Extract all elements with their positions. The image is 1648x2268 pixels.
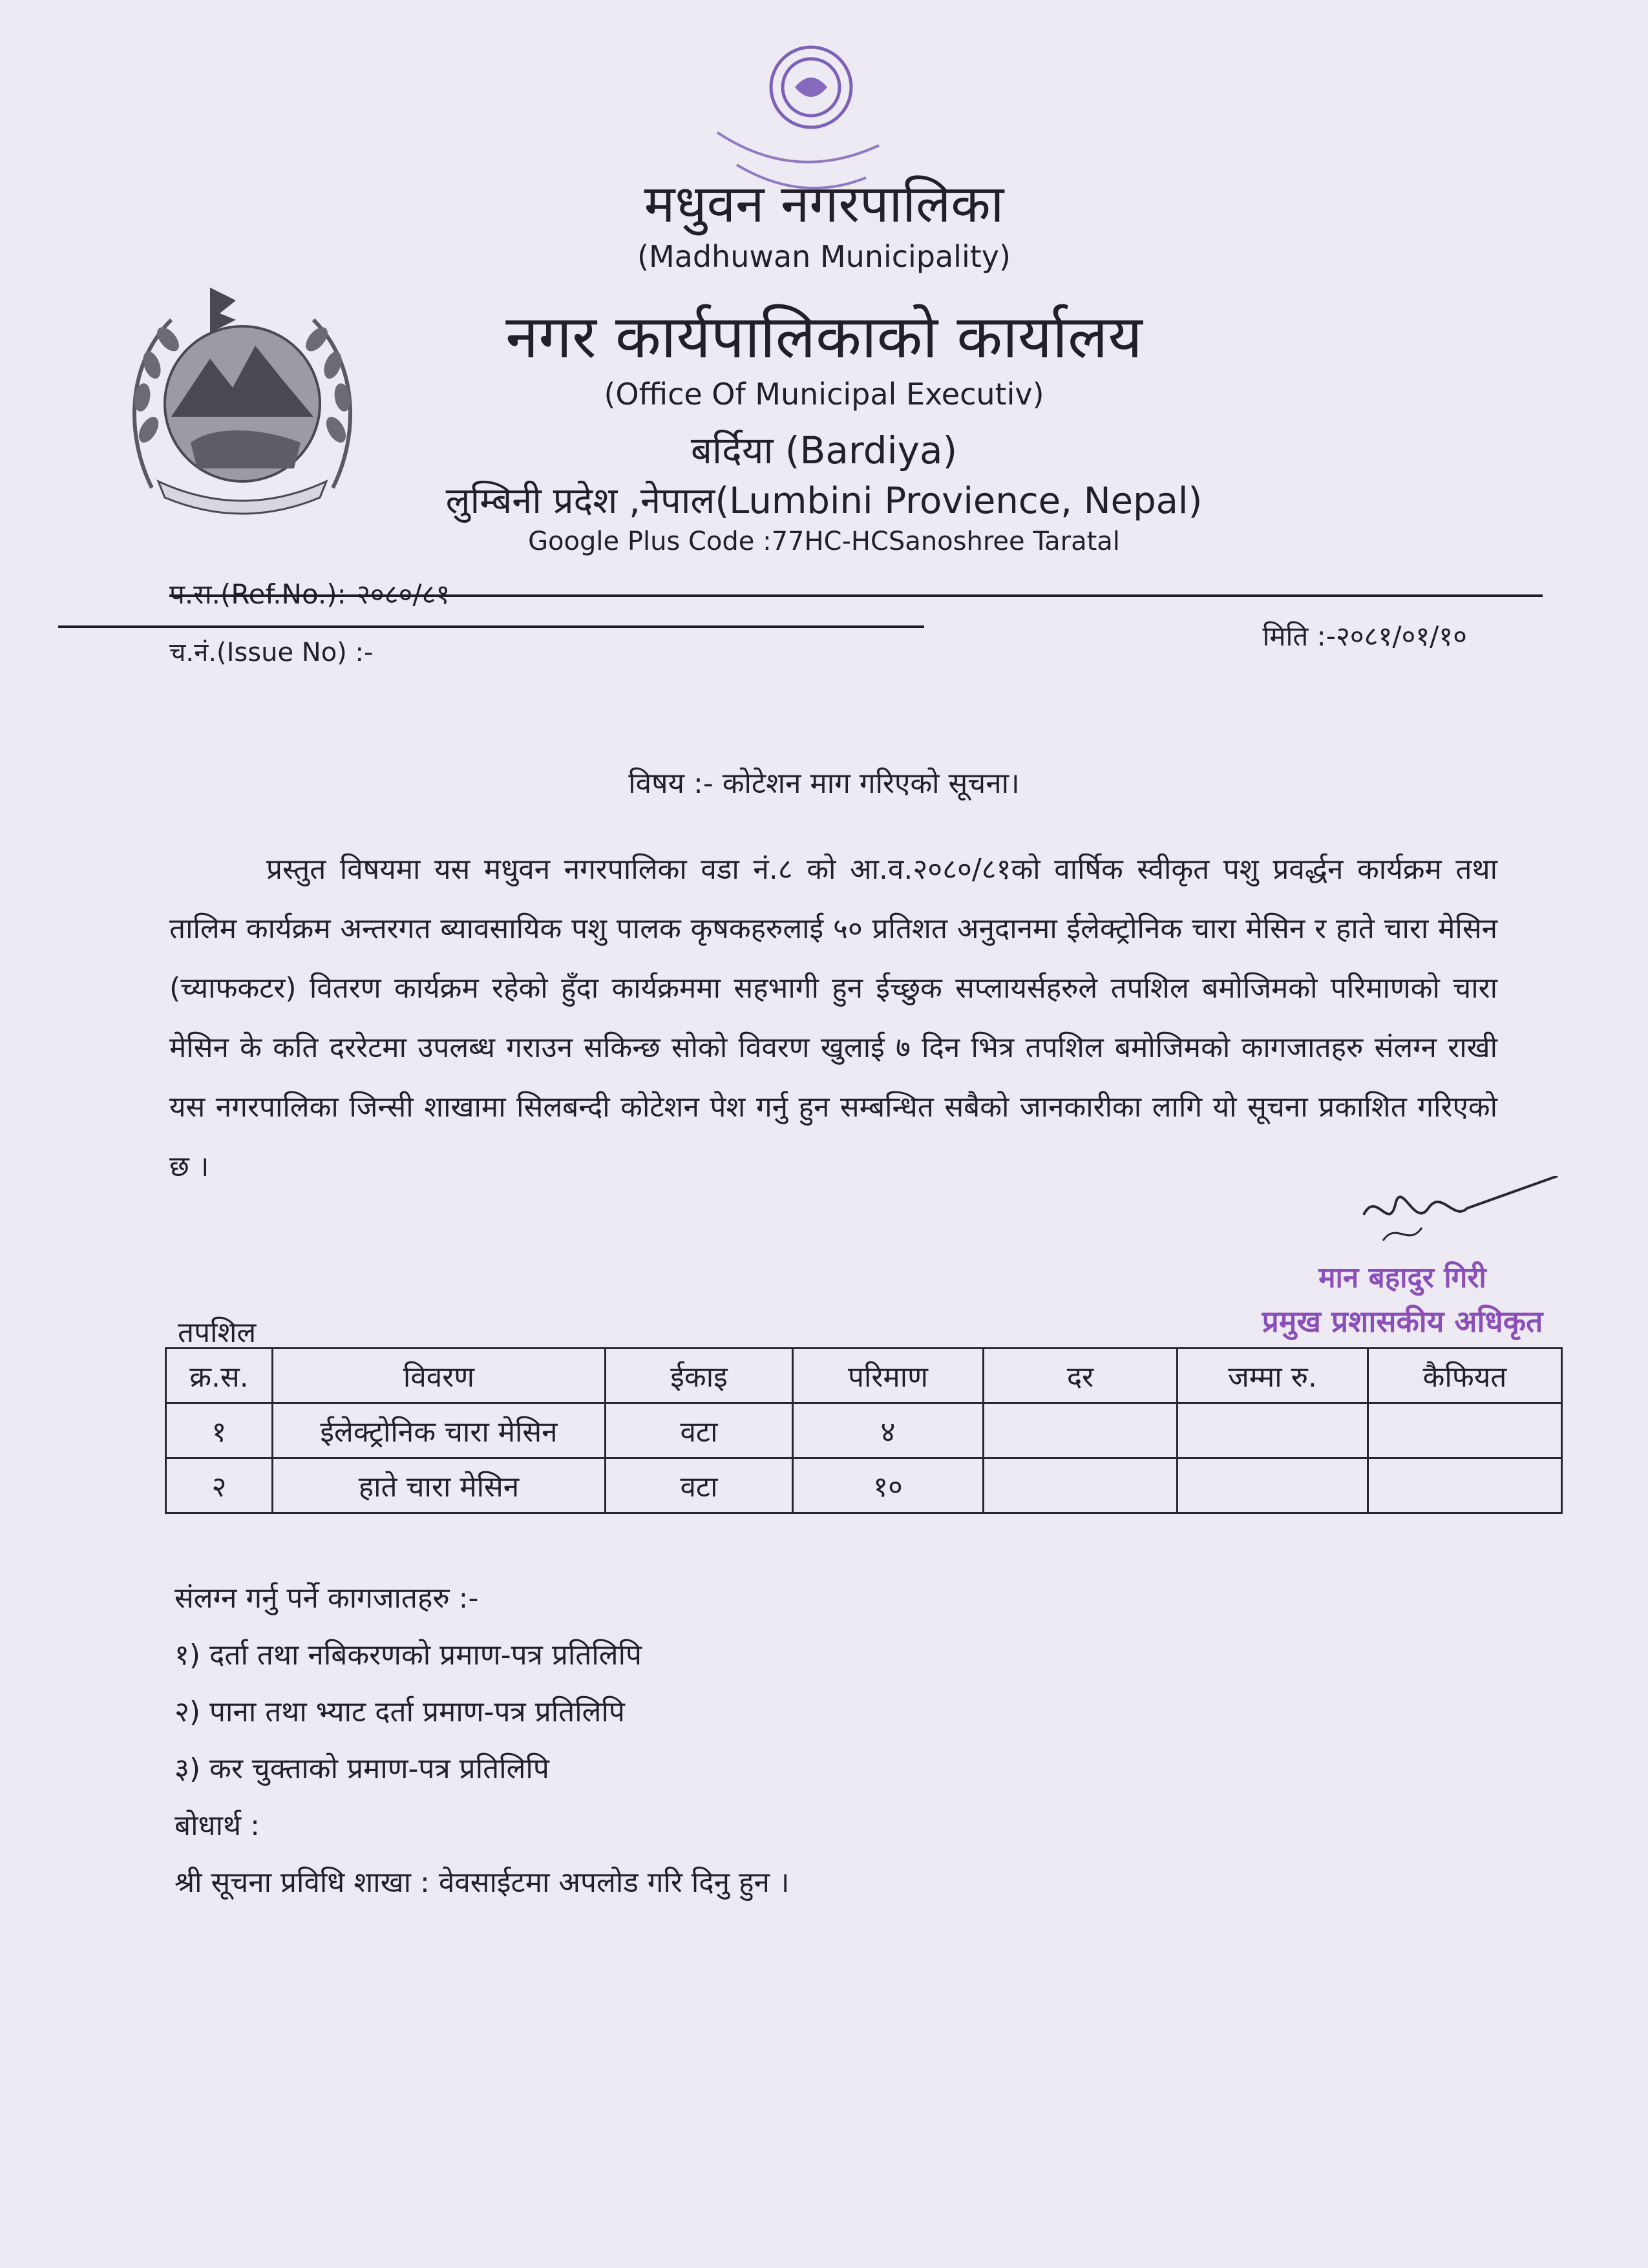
header-divider-left <box>58 625 924 628</box>
office-name-en: (Office Of Municipal Executiv) <box>604 377 1044 412</box>
header-remarks: कैफियत <box>1368 1349 1562 1403</box>
cell-quantity: ४ <box>793 1403 984 1458</box>
header-rate: दर <box>984 1349 1178 1403</box>
signatory-block <box>1202 1257 1603 1341</box>
office-name-np: नगर कार्यपालिकाको कार्यालय <box>505 302 1143 372</box>
signatory-title: प्रमुख प्रशासकीय अधिकृत <box>1262 1304 1543 1339</box>
reference-number: प.स.(Ref.No.):-२०८०/८१ <box>169 578 450 610</box>
cell-remarks <box>1368 1458 1562 1513</box>
table-header-row <box>166 1349 1562 1403</box>
header-serial: क्र.स. <box>166 1349 273 1403</box>
signature-icon <box>1357 1176 1564 1266</box>
issue-number: च.नं.(Issue No) :- <box>169 638 374 667</box>
cell-description: ईलेक्ट्रोनिक चारा मेसिन <box>273 1403 606 1458</box>
cc-label: बोधार्थ : <box>174 1809 260 1842</box>
table-label: तपशिल <box>178 1316 257 1349</box>
header-description: विवरण <box>273 1349 606 1403</box>
cell-description: हाते चारा मेसिन <box>273 1458 606 1513</box>
municipality-name-np: मधुवन नगरपालिका <box>644 174 1004 234</box>
cell-rate <box>984 1458 1178 1513</box>
required-documents <box>174 1570 790 1911</box>
header-divider <box>169 594 1543 597</box>
cell-total <box>1178 1403 1368 1458</box>
header-total: जम्मा रु. <box>1178 1349 1368 1403</box>
cell-unit: वटा <box>606 1403 793 1458</box>
letter-subject: विषय :- कोटेशन माग गरिएको सूचना। <box>628 767 1020 800</box>
cell-serial: २ <box>166 1458 273 1513</box>
cell-remarks <box>1368 1403 1562 1458</box>
cell-unit: वटा <box>606 1458 793 1513</box>
cell-quantity: १० <box>793 1458 984 1513</box>
cc-line: श्री सूचना प्रविधि शाखा : वेवसाईटमा अपलोड गरि दिनु हुन । <box>174 1866 790 1899</box>
header-quantity: परिमाण <box>793 1349 984 1403</box>
letter-date: मिति :-२०८१/०१/१० <box>1262 620 1467 652</box>
document-item: ३) कर चुक्ताको प्रमाण-पत्र प्रतिलिपि <box>174 1752 549 1785</box>
document-item: १) दर्ता तथा नबिकरणको प्रमाण-पत्र प्रतिलिपि <box>174 1639 642 1672</box>
letter-body: प्रस्तुत विषयमा यस मधुवन नगरपालिका वडा नं.८ को आ.व.२०८०/८१को वार्षिक स्वीकृत पशु प्रवर्द्धन कार्यक्रम तथा तालिम कार्यक्रम अन्तरगत ब्यावसायिक पशु पालक कृषकहरुलाई ५० प्रतिशत अनुदानमा ईलेक्ट्रोनिक चारा मेसिन र हाते चारा मेसिन (च्याफकटर) वितरण कार्यक्रम रहेको हुँदा कार्यक्रममा सहभागी हुन ईच्छुक सप्लायर्सहरुले तपशिल बमोजिमको परिमाणको चारा मेसिन के कति दररेटमा उपलब्ध गराउन सकिन्छ सोको विवरण खुलाई ७ दिन भित्र तपशिल बमोजिमको कागजातहरु संलग्न राखी यस नगरपालिका जिन्सी शाखामा सिलबन्दी कोटेशन पेश गर्नु हुन सम्बन्धित सबैको जानकारीका लागि यो सूचना प्रकाशित गरिएको छ । <box>169 853 1497 1183</box>
plus-code-line: Google Plus Code :77HC-HCSanoshree Taratal <box>528 527 1120 556</box>
municipality-name-en: (Madhuwan Municipality) <box>637 239 1011 274</box>
cell-serial: १ <box>166 1403 273 1458</box>
cell-total <box>1178 1458 1368 1513</box>
table-row <box>166 1458 1562 1513</box>
documents-heading: संलग्न गर्नु पर्ने कागजातहरु :- <box>174 1582 479 1615</box>
header-unit: ईकाइ <box>606 1349 793 1403</box>
district-line: बर्दिया (Bardiya) <box>690 428 958 472</box>
document-item: २) पाना तथा भ्याट दर्ता प्रमाण-पत्र प्रतिलिपि <box>174 1696 625 1728</box>
table-row <box>166 1403 1562 1458</box>
signatory-name: मान बहादुर गिरी <box>1318 1261 1486 1294</box>
quotation-table <box>165 1347 1563 1514</box>
cell-rate <box>984 1403 1178 1458</box>
province-line: लुम्बिनी प्रदेश ,नेपाल(Lumbini Provience, Nepal) <box>445 480 1203 522</box>
